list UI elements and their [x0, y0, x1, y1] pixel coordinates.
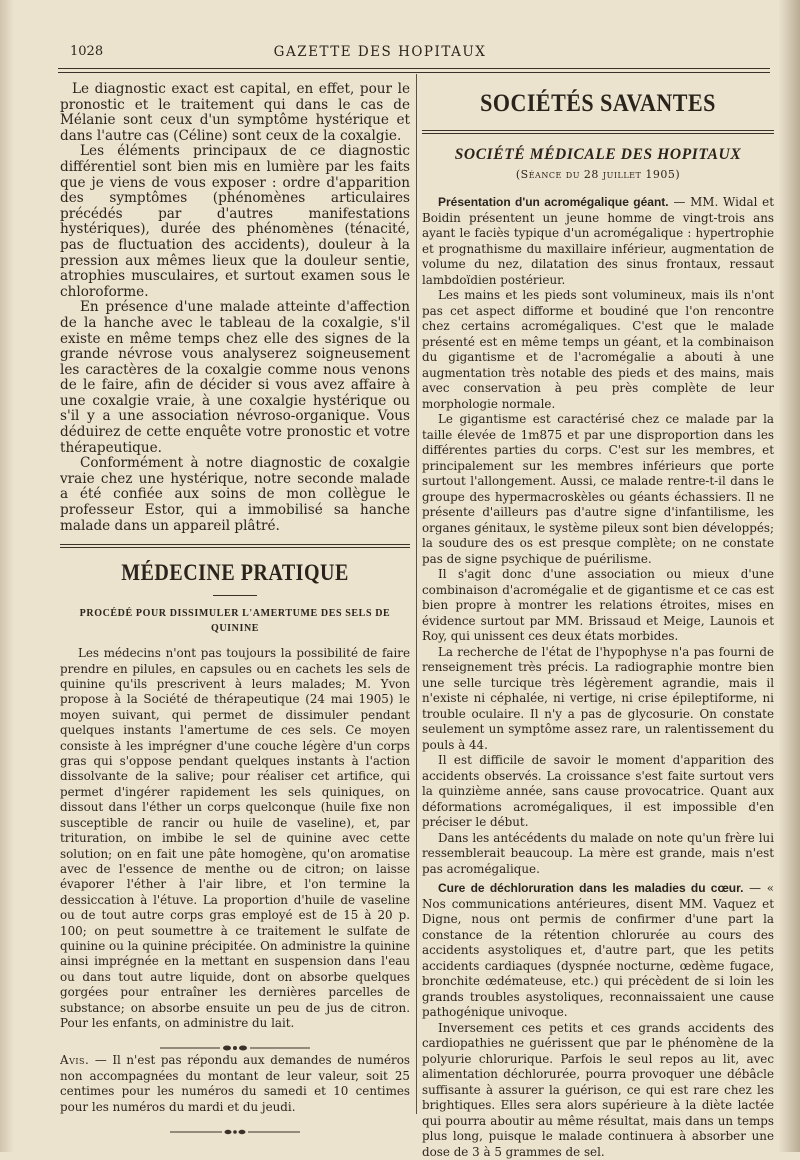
body-paragraph: Le gigantisme est caractérisé chez ce malade par la taille élevée de 1m875 et par une disproportion dans les différentes parties du corps. C'est sur les membres, et principalement sur les membres inférieurs que porte surtout l'allongement. Aussi, ce malade rentre-t-il dans le groupe des hypermacroskèles ou géants échassiers. Il ne présente d'ailleurs pas d'autre signe d'infantilisme, les organes génitaux, le système pileux sont bien développés; la soudure des os est presque complète; on ne constate pas de signe psychique de puérilisme.: [422, 412, 774, 567]
body-paragraph: Inversement ces petits et ces grands accidents des cardiopathies ne guérissent que par le phénomène de la polyurie chlorurique. Parfois le seul repos au lit, avec alimentation déchlorurée, pourra provoquer une débâcle suffisante à assurer la guérison, ce qui est rare chez les brightiques. Elles sera alors supérieure à la diète lactée qui pourra aboutir au même résultat, mais dans un temps plus long, puisque le malade continuera à absorber une dose de 3 à 5 grammes de sel.: [422, 1021, 774, 1160]
society-title: SOCIÉTÉ MÉDICALE DES HOPITAUX: [422, 146, 774, 164]
article-heading: Présentation d'un acromégalique géant.: [438, 195, 669, 209]
page-number: 1028: [70, 44, 103, 59]
article-body: [60, 646, 410, 1031]
seance-date: (Séance du 28 juillet 1905): [422, 168, 774, 181]
article-lead-acromegalique: Présentation d'un acromégalique géant. — MM. Widal et Boidin présentent un jeune homme de vingt-trois ans ayant le faciès typique d'un acromégalique : hypertrophie et prognathisme du maxillaire inférieur, augmentation de volume du nez, dilatation des sinus frontaux, ressaut lambdoïdien postérieur.: [422, 195, 774, 288]
avis-notice: [60, 1053, 410, 1115]
intro-paragraph: En présence d'une malade atteinte d'affection de la hanche avec le tableau de la coxalgie, s'il existe en même temps chez elle des signes de la grande névrose vous analyserez soigneusement les caractères de la coxalgie comme nous venons de le faire, afin de décider si vous avez affaire à une coxalgie vraie, à une coxalgie hystérique ou s'il y a une association névroso-organique. Vous déduirez de cette enquête votre pronostic et votre thérapeutique.: [60, 300, 410, 456]
body-paragraph: Les médecins n'ont pas toujours la possibilité de faire prendre en pilules, en capsules ou en cachets les sels de quinine qu'ils prescrivent à leurs malades; M. Yvon propose à la Société de thérapeutique (24 mai 1905) le moyen suivant, qui permet de dissimuler pendant quelques instants l'amertume de ces sels. Ce moyen consiste à les imprégner d'une couche légère d'un corps gras qui s'oppose pendant quelques instants à l'action dissolvante de la salive; pour réaliser cet artifice, qui permet d'ingérer rapidement les sels quiniques, on dissout dans l'éther un corps quelconque (huile fixe non susceptible de rancir ou huile de vaseline), et, par trituration, on imbibe le sel de quinine avec cette solution; on en fait une pâte homogène, qu'on aromatise avec de l'essence de menthe ou de citron; on laisse évaporer l'éther à l'air libre, et l'on termine la dessiccation à l'étuve. La proportion d'huile de vaseline ou de tout autre corps gras employé est de 15 à 20 p. 100; on peut soumettre à ce traitement le sulfate de quinine ou la quinine précipitée. On administre la quinine ainsi imprégnée en la mettant en suspension dans l'eau ou dans tout autre liquide, dont on absorbe quelques gorgées pour entraîner les dernières parcelles de substance; on absorbe ensuite un peu de jus de citron. Pour les enfants, on administre du lait.: [60, 646, 410, 1031]
body-paragraph: La recherche de l'état de l'hypophyse n'a pas fourni de renseignement très précis. La radiographie montre bien une selle turcique très légèrement agrandie, mais il n'existe ni céphalée, ni vertige, ni crise épileptiforme, ni trouble oculaire. Il n'y a pas de glycosurie. On constate seulement un symptôme assez rare, un ralentissement du pouls à 44.: [422, 645, 774, 754]
article-lead-dechloruration: Cure de déchloruration dans les maladies du cœur. — « Nos communications antérieures, disent MM. Vaquez et Digne, nous ont permis de confirmer d'une part la constance de la rétention chlorurée au cours des accidents asystoliques et, d'autre part, que les petits accidents cardiaques (dyspnée nocturne, œdème fugace, bronchite œdémateuse, etc.) qui précèdent de si loin les grands troubles asystoliques, reconnaissaient une cause pathogénique univoque.: [422, 881, 774, 1021]
section-double-rule: [60, 544, 410, 548]
page-edge-shadow: [778, 0, 800, 1152]
page-gutter-shadow: [0, 0, 14, 1152]
section-title-medecine: MÉDECINE PRATIQUE: [60, 560, 410, 586]
right-column: [422, 82, 774, 1160]
title-short-rule: [213, 595, 257, 596]
intro-paragraph: Le diagnostic exact est capital, en effet, pour le pronostic et le traitement qui dans le cas de Mélanie sont ceux d'un symptôme hystérique et dans l'autre cas (Céline) sont ceux de la coxalgie.: [60, 82, 410, 144]
article-heading: Cure de déchloruration dans les maladies du cœur.: [438, 881, 743, 895]
ornament-end-icon: [60, 1121, 410, 1131]
section-double-rule: [422, 130, 774, 134]
header-rule-double: [58, 72, 770, 73]
avis-text: — Il n'est pas répondu aux demandes de numéros non accompagnées du montant de leur valeur, soit 25 centimes pour les numéros du samedi et 10 centimes pour les numéros du mardi et du jeudi.: [60, 1053, 410, 1113]
left-column: [60, 82, 410, 1137]
column-divider: [416, 74, 417, 1114]
intro-text: [60, 82, 410, 534]
body-paragraph: Dans les antécédents du malade on note qu'un frère lui ressemblerait beaucoup. La mère est grande, mais n'est pas acromégalique.: [422, 831, 774, 878]
article-subheading: PROCÉDÉ POUR DISSIMULER L'AMERTUME DES SELS DE QUININE: [76, 606, 394, 636]
intro-paragraph: Les éléments principaux de ce diagnostic différentiel sont bien mis en lumière par les faits que je viens de vous exposer : ordre d'apparition des symptômes (phénomènes articulaires précédés par d'autres manifestations hystériques), durée des phénomènes (ténacité, pas de fluctuation des accidents), douleur à la pression aux mêmes lieux que la douleur sentie, atrophies musculaires, et surtout examen sous le chloroforme.: [60, 144, 410, 300]
body-paragraph: Il s'agit donc d'une association ou mieux d'une combinaison d'acromégalie et de gigantisme et ce cas est bien propre à montrer les relations étroites, mises en évidence surtout par MM. Brissaud et Meige, Launois et Roy, qui unissent ces deux états morbides.: [422, 567, 774, 645]
intro-paragraph: Conformément à notre diagnostic de coxalgie vraie chez une hystérique, notre seconde malade a été confiée aux soins de mon collègue le professeur Estor, qui a immobilisé sa hanche malade dans un appareil plâtré.: [60, 456, 410, 534]
running-head: GAZETTE DES HOPITAUX: [230, 44, 530, 60]
section-title-societes: SOCIÉTÉS SAVANTES: [422, 88, 774, 118]
header-rule: [58, 68, 770, 69]
ornament-divider-icon: [60, 1037, 410, 1047]
avis-label: Avis.: [60, 1053, 89, 1067]
body-paragraph: Les mains et les pieds sont volumineux, mais ils n'ont pas cet aspect difforme et boudiné que l'on rencontre chez certains acromégaliques. C'est que le malade présenté est en même temps un géant, et la combinaison du gigantisme et de l'acromégalie a abouti à une augmentation très notable des pieds et des mains, mais avec conservation à peu près complète de leur morphologie normale.: [422, 288, 774, 412]
body-paragraph: Il est difficile de savoir le moment d'apparition des accidents observés. La croissance s'est faite surtout vers la quinzième année, sans cause provocatrice. Quant aux déformations acromégaliques, il est impossible d'en préciser le début.: [422, 753, 774, 831]
